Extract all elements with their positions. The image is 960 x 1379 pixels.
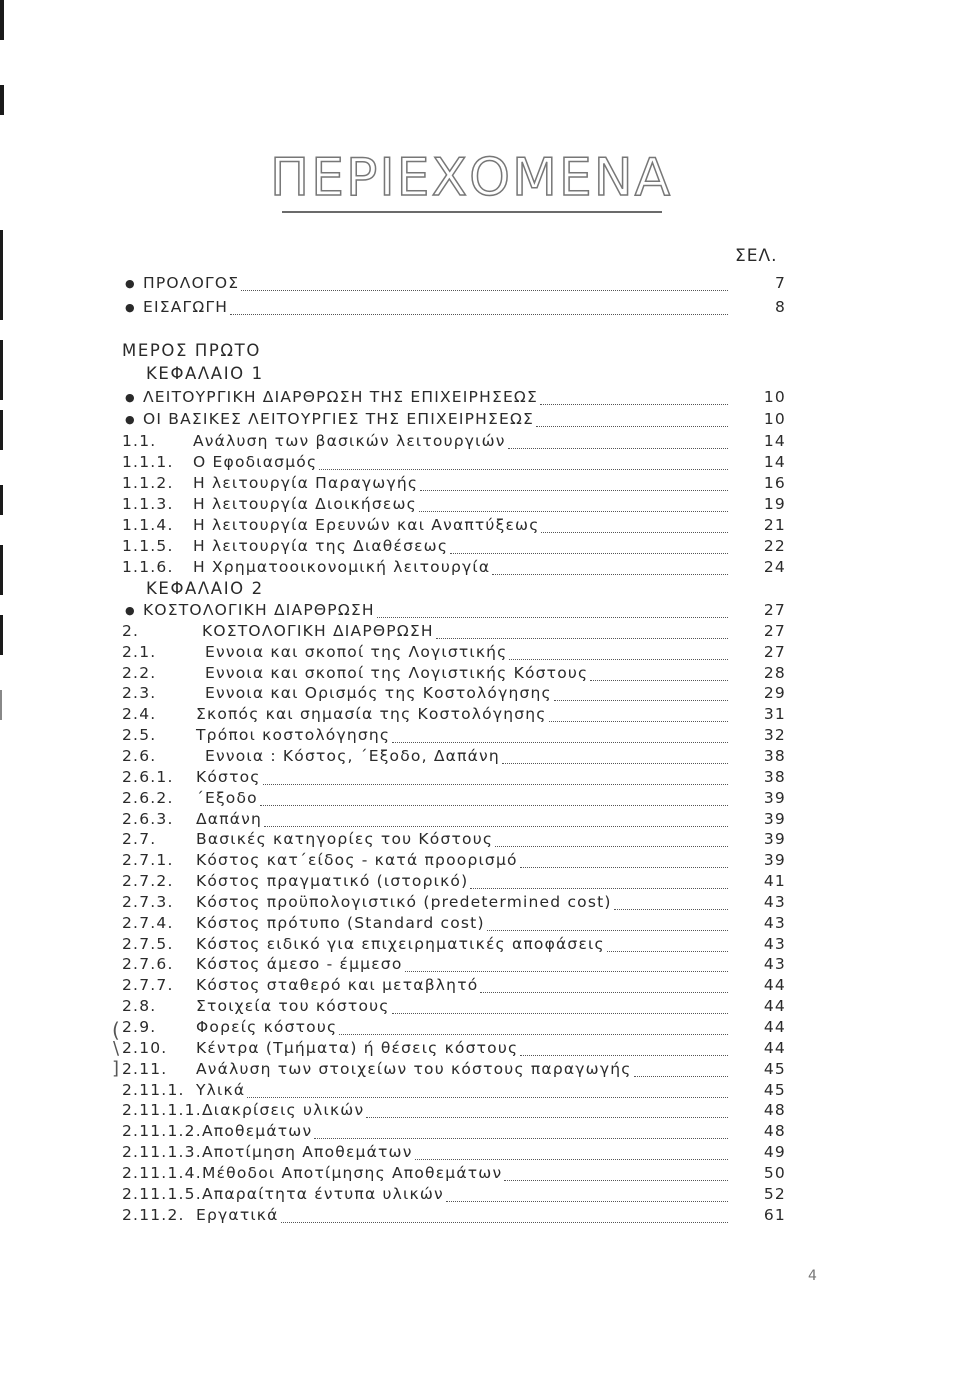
toc-entry-number: 2.5. (122, 726, 157, 744)
toc-entry-page: 27 (763, 643, 786, 661)
toc-entry-page: 43 (763, 914, 786, 932)
toc-entry-page: 27 (763, 601, 786, 619)
dot-leader (634, 1074, 728, 1077)
toc-entry-title: Αποτίμηση Αποθεμάτων (202, 1143, 413, 1161)
toc-entry[interactable] (0, 515, 960, 536)
toc-entry-page: 50 (763, 1164, 786, 1182)
toc-entry[interactable] (0, 494, 960, 515)
toc-entry[interactable] (0, 642, 960, 663)
toc-entry-number: 1.1.5. (122, 537, 174, 555)
dot-leader (470, 886, 728, 889)
toc-entry-number: 2.11.1.1. (122, 1101, 202, 1119)
dot-leader (247, 1095, 728, 1098)
toc-entry-number: 2.2. (122, 664, 157, 682)
toc-entry[interactable] (0, 621, 960, 642)
toc-entry-number: 2.7.3. (122, 893, 174, 911)
toc-entry-page: 8 (774, 298, 786, 316)
toc-entry[interactable] (0, 1142, 960, 1163)
toc-entry-title: Η Χρηματοοικονομική λειτουργία (193, 558, 491, 576)
toc-entry[interactable] (0, 600, 960, 621)
dot-leader (419, 509, 728, 512)
toc-entry-title: Τρόποι κοστολόγησης (196, 726, 391, 744)
page-column-label: ΣΕΛ. (735, 246, 778, 266)
toc-entry-title: ΄Εξοδο (196, 789, 258, 807)
toc-entry-title: Μέθοδοι Αποτίμησης Αποθεμάτων (202, 1164, 503, 1182)
toc-entry[interactable] (0, 767, 960, 788)
toc-entry-page: 43 (763, 935, 786, 953)
dot-leader (230, 312, 728, 315)
toc-entry[interactable] (0, 996, 960, 1017)
dot-leader (607, 949, 728, 952)
toc-entry[interactable] (0, 1080, 960, 1101)
toc-entry-page: 7 (774, 274, 786, 292)
toc-entry[interactable] (0, 452, 960, 473)
dot-leader (536, 424, 728, 427)
toc-entry-number: 2.7.6. (122, 955, 174, 973)
dot-leader (319, 467, 728, 470)
toc-entry-page: 41 (763, 872, 786, 890)
bullet-icon: ● (125, 413, 136, 426)
toc-entry-title: Εννοια και σκοποί της Λογιστικής (205, 643, 508, 661)
toc-entry-number: 2.8. (122, 997, 157, 1015)
margin-bracket-mark: ] (112, 1058, 120, 1079)
toc-entry-title: Ανάλυση των βασικών λειτουργιών (193, 432, 506, 450)
toc-entry[interactable] (0, 871, 960, 892)
toc-entry-title: Εννοια και Ορισμός της Κοστολόγησης (205, 684, 552, 702)
toc-entry[interactable] (0, 788, 960, 809)
toc-entry-number: 2. (122, 622, 140, 640)
dot-leader (504, 1178, 728, 1181)
toc-entry-number: 2.11.1. (122, 1081, 185, 1099)
dot-leader (263, 782, 728, 785)
toc-entry-number: 2.3. (122, 684, 157, 702)
toc-entry-page: 45 (763, 1081, 786, 1099)
toc-entry-page: 44 (763, 1018, 786, 1036)
dot-leader (264, 824, 728, 827)
toc-entry-title: Βασικές κατηγορίες του Κόστους (196, 830, 494, 848)
toc-entry-title: Κόστος πρότυπο (Standard cost) (196, 914, 485, 932)
dot-leader (554, 698, 728, 701)
toc-entry-page: 14 (763, 453, 786, 471)
toc-entry-number: 1.1.3. (122, 495, 174, 513)
chapter-heading: ΚΕΦΑΛΑΙΟ 1 (146, 364, 264, 383)
bullet-icon: ● (125, 391, 136, 404)
margin-bracket-mark: \ (113, 1038, 120, 1059)
toc-entry[interactable] (0, 850, 960, 871)
toc-entry-title: ΠΡΟΛΟΓΟΣ (143, 274, 240, 292)
bullet-icon: ● (125, 277, 136, 290)
toc-entry-number: 1.1.6. (122, 558, 174, 576)
dot-leader (540, 402, 728, 405)
toc-entry-page: 49 (763, 1143, 786, 1161)
toc-entry-number: 2.9. (122, 1018, 157, 1036)
dot-leader (549, 719, 728, 722)
toc-entry[interactable] (0, 683, 960, 704)
toc-entry-number: 1.1.2. (122, 474, 174, 492)
toc-entry-page: 38 (763, 747, 786, 765)
dot-leader (436, 636, 728, 639)
dot-leader (241, 288, 728, 291)
toc-entry[interactable] (0, 663, 960, 684)
toc-entry[interactable] (0, 297, 960, 318)
toc-entry-page: 16 (763, 474, 786, 492)
toc-entry-page: 24 (763, 558, 786, 576)
toc-entry-page: 43 (763, 955, 786, 973)
toc-entry-title: ΟΙ ΒΑΣΙΚΕΣ ΛΕΙΤΟΥΡΓΙΕΣ ΤΗΣ ΕΠΙΧΕΙΡΗΣΕΩΣ (143, 410, 535, 428)
toc-entry-number: 2.7.7. (122, 976, 174, 994)
bullet-icon: ● (125, 604, 136, 617)
toc-entry-number: 2.6.3. (122, 810, 174, 828)
toc-entry-page: 31 (763, 705, 786, 723)
toc-entry[interactable] (0, 431, 960, 452)
dot-leader (520, 1053, 728, 1056)
toc-entry[interactable] (0, 1205, 960, 1226)
toc-entry-title: Δαπάνη (196, 810, 263, 828)
toc-entry[interactable] (0, 387, 960, 408)
dot-leader (450, 551, 728, 554)
toc-entry-title: Αποθεμάτων (202, 1122, 313, 1140)
bullet-icon: ● (125, 301, 136, 314)
toc-entry-number: 2.11.1.4. (122, 1164, 202, 1182)
toc-entry[interactable] (0, 1038, 960, 1059)
toc-entry[interactable] (0, 725, 960, 746)
toc-entry[interactable] (0, 934, 960, 955)
toc-entry-page: 10 (763, 388, 786, 406)
toc-entry[interactable] (0, 975, 960, 996)
toc-entry[interactable] (0, 1184, 960, 1205)
toc-entry-title: ΚΟΣΤΟΛΟΓΙΚΗ ΔΙΑΡΘΡΩΣΗ (143, 601, 375, 619)
toc-entry[interactable] (0, 1163, 960, 1184)
toc-entry-number: 2.7. (122, 830, 157, 848)
toc-entry[interactable] (0, 704, 960, 725)
toc-entry[interactable] (0, 273, 960, 294)
toc-entry-page: 10 (763, 410, 786, 428)
toc-entry-number: 1.1. (122, 432, 157, 450)
toc-entry[interactable] (0, 809, 960, 830)
toc-entry-page: 48 (763, 1122, 786, 1140)
toc-entry[interactable] (0, 1017, 960, 1038)
toc-entry[interactable] (0, 829, 960, 850)
toc-entry-title: Εργατικά (196, 1206, 279, 1224)
dot-leader (508, 446, 728, 449)
toc-entry-number: 2.7.2. (122, 872, 174, 890)
toc-entry[interactable] (0, 1100, 960, 1121)
toc-entry-number: 2.11.2. (122, 1206, 185, 1224)
toc-entry-title: Στοιχεία του κόστους (196, 997, 390, 1015)
toc-entry[interactable] (0, 409, 960, 430)
toc-entry-page: 19 (763, 495, 786, 513)
toc-entry-page: 22 (763, 537, 786, 555)
margin-bracket-mark: ( (112, 1018, 120, 1042)
dot-leader (392, 740, 728, 743)
chapter-heading: ΚΕΦΑΛΑΙΟ 2 (146, 579, 264, 598)
toc-entry-page: 44 (763, 1039, 786, 1057)
toc-entry-page: 44 (763, 997, 786, 1015)
toc-entry-number: 2.6.1. (122, 768, 174, 786)
toc-entry-number: 2.11. (122, 1060, 168, 1078)
toc-entry-number: 2.7.1. (122, 851, 174, 869)
dot-leader (614, 907, 728, 910)
dot-leader (590, 678, 728, 681)
dot-leader (520, 865, 728, 868)
toc-entry[interactable] (0, 1059, 960, 1080)
toc-entry[interactable] (0, 1121, 960, 1142)
part-heading: ΜΕΡΟΣ ΠΡΩΤΟ (122, 341, 261, 360)
toc-entry-title: Κόστος (196, 768, 261, 786)
toc-entry-title: Κόστος σταθερό και μεταβλητό (196, 976, 479, 994)
toc-entry-title: ΚΟΣΤΟΛΟΓΙΚΗ ΔΙΑΡΘΡΩΣΗ (202, 622, 434, 640)
toc-entry-number: 2.1. (122, 643, 157, 661)
toc-entry-title: Ανάλυση των στοιχείων του κόστους παραγωγής (196, 1060, 632, 1078)
toc-entry-page: 21 (763, 516, 786, 534)
toc-entry[interactable] (0, 892, 960, 913)
toc-entry[interactable] (0, 913, 960, 934)
toc-entry-title: Διακρίσεις υλικών (202, 1101, 365, 1119)
toc-entry-title: Η λειτουργία Διοικήσεως (193, 495, 417, 513)
toc-entry-number: 2.10. (122, 1039, 168, 1057)
toc-entry-page: 39 (763, 851, 786, 869)
dot-leader (509, 657, 728, 660)
toc-entry-title: Σκοπός και σημασία της Κοστολόγησης (196, 705, 547, 723)
toc-entry[interactable] (0, 473, 960, 494)
toc-entry-title: Η λειτουργία Παραγωγής (193, 474, 419, 492)
toc-entry-title: Απαραίτητα έντυπα υλικών (202, 1185, 444, 1203)
toc-entry-number: 2.4. (122, 705, 157, 723)
toc-entry-number: 2.11.1.5. (122, 1185, 202, 1203)
toc-entry-title: Η λειτουργία της Διαθέσεως (193, 537, 449, 555)
toc-entry-number: 2.7.4. (122, 914, 174, 932)
toc-entry-page: 39 (763, 789, 786, 807)
dot-leader (487, 928, 728, 931)
dot-leader (415, 1157, 728, 1160)
dot-leader (339, 1032, 728, 1035)
toc-entry-title: Κόστος πραγματικό (ιστορικό) (196, 872, 469, 890)
toc-entry-title: Ο Εφοδιασμός (193, 453, 318, 471)
toc-entry-page: 27 (763, 622, 786, 640)
toc-entry-page: 38 (763, 768, 786, 786)
toc-entry-title: Η λειτουργία Ερευνών και Αναπτύξεως (193, 516, 540, 534)
toc-entry-page: 28 (763, 664, 786, 682)
toc-entry-title: ΛΕΙΤΟΥΡΓΙΚΗ ΔΙΑΡΘΡΩΣΗ ΤΗΣ ΕΠΙΧΕΙΡΗΣΕΩΣ (143, 388, 538, 406)
toc-entry-page: 39 (763, 810, 786, 828)
toc-entry[interactable] (0, 746, 960, 767)
toc-entry-page: 29 (763, 684, 786, 702)
toc-entry-title: Εννοια : Κόστος, ΄Εξοδο, Δαπάνη (205, 747, 500, 765)
dot-leader (314, 1136, 728, 1139)
dot-leader (260, 803, 728, 806)
toc-entry-number: 2.11.1.2. (122, 1122, 202, 1140)
dot-leader (446, 1199, 728, 1202)
toc-entry[interactable] (0, 557, 960, 578)
toc-entry-page: 39 (763, 830, 786, 848)
toc-entry-number: 2.7.5. (122, 935, 174, 953)
toc-entry-title: Φορείς κόστους (196, 1018, 338, 1036)
dot-leader (492, 572, 728, 575)
toc-entry-title: Κόστος προϋπολογιστικό (predetermined cost) (196, 893, 612, 911)
toc-entry-page: 32 (763, 726, 786, 744)
toc-entry-page: 61 (763, 1206, 786, 1224)
toc-entry-page: 44 (763, 976, 786, 994)
toc-entry-title: Κόστος άμεσο - έμμεσο (196, 955, 403, 973)
dot-leader (541, 530, 728, 533)
toc-entry-page: 45 (763, 1060, 786, 1078)
toc-entry-title: Υλικά (196, 1081, 246, 1099)
toc-entry-title: Κόστος κατ΄είδος - κατά προορισμό (196, 851, 518, 869)
dot-leader (281, 1220, 728, 1223)
toc-entry-page: 48 (763, 1101, 786, 1119)
folio-number: 4 (808, 1268, 817, 1284)
dot-leader (502, 761, 728, 764)
toc-entry-number: 2.6. (122, 747, 157, 765)
dot-leader (480, 990, 728, 993)
page-title: ΠΕΡΙΕΧΟΜΕΝΑ (270, 148, 673, 208)
toc-entry-number: 2.6.2. (122, 789, 174, 807)
toc-entry-title: Κόστος ειδικό για επιχειρηματικές αποφάσεις (196, 935, 605, 953)
toc-entry-title: Κέντρα (Τμήματα) ή θέσεις κόστους (196, 1039, 519, 1057)
dot-leader (420, 488, 728, 491)
dot-leader (392, 1011, 728, 1014)
toc-entry-page: 14 (763, 432, 786, 450)
toc-entry-number: 1.1.4. (122, 516, 174, 534)
toc-entry[interactable] (0, 536, 960, 557)
dot-leader (366, 1115, 728, 1118)
dot-leader (405, 969, 728, 972)
toc-entry-title: ΕΙΣΑΓΩΓΗ (143, 298, 229, 316)
dot-leader (377, 615, 728, 618)
toc-entry-page: 52 (763, 1185, 786, 1203)
toc-entry[interactable] (0, 954, 960, 975)
toc-entry-page: 43 (763, 893, 786, 911)
toc-entry-number: 2.11.1.3. (122, 1143, 202, 1161)
toc-entry-number: 1.1.1. (122, 453, 174, 471)
dot-leader (495, 844, 728, 847)
toc-entry-title: Εννοια και σκοποί της Λογιστικής Κόστους (205, 664, 589, 682)
